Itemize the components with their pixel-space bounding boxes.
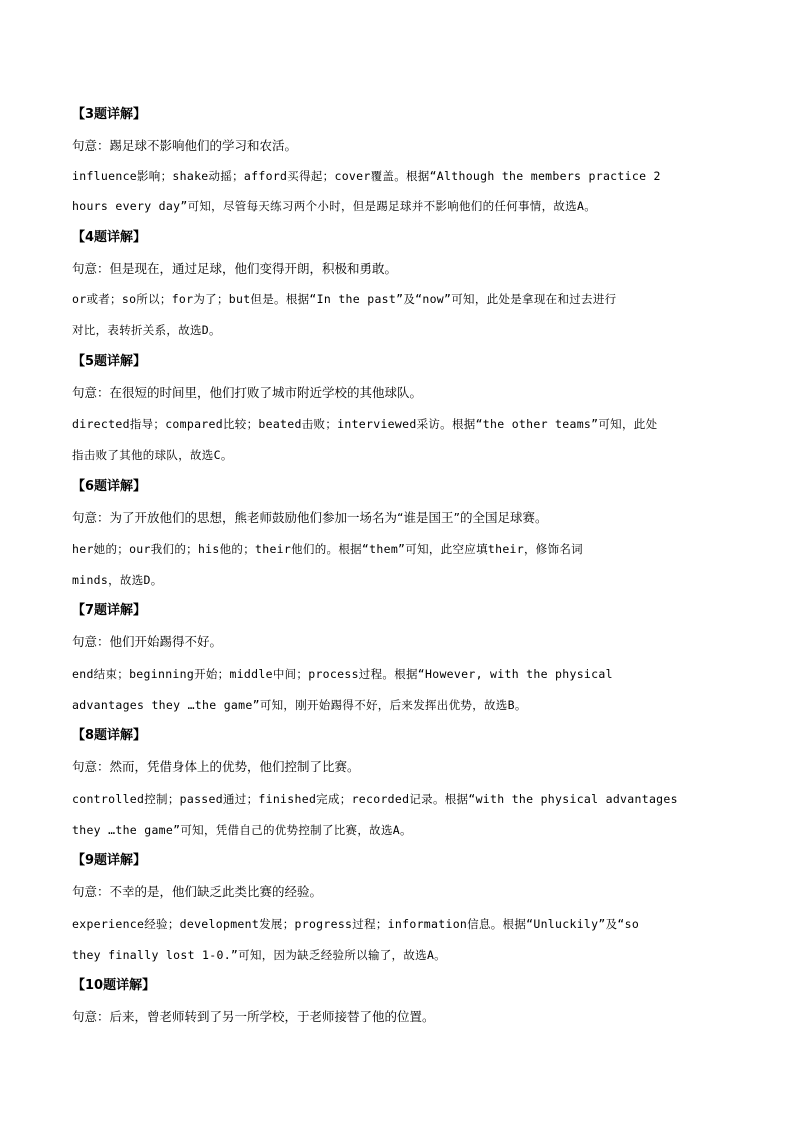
section-meaning-10: 句意：后来，曾老师转到了另一所学校，于老师接替了他的位置。 [72, 1009, 435, 1024]
section-heading-7: 【7题详解】 [72, 603, 147, 618]
section-meaning-4: 句意：但是现在，通过足球，他们变得开朗，积极和勇敢。 [72, 261, 398, 276]
section-analysis-8-line-1: controlled控制；passed通过；finished完成；recorded记录。根据“with the physical advantages [72, 792, 678, 806]
section-heading-10: 【10题详解】 [72, 978, 156, 993]
section-meaning-5: 句意：在很短的时间里，他们打败了城市附近学校的其他球队。 [72, 385, 423, 400]
section-analysis-5-line-1: directed指导；compared比较；beated击败；interviewed采访。根据“the other teams”可知，此处 [72, 417, 658, 431]
section-analysis-8-line-2: they …the game”可知，凭借自己的优势控制了比赛，故选A。 [72, 823, 412, 837]
section-meaning-6: 句意：为了开放他们的思想，熊老师鼓励他们参加一场名为“谁是国王”的全国足球赛。 [72, 510, 548, 525]
section-analysis-9-line-1: experience经验；development发展；progress过程；information信息。根据“Unluckily”及“so [72, 917, 640, 931]
section-heading-3: 【3题详解】 [72, 107, 147, 122]
section-analysis-5-line-2: 指击败了其他的球队，故选C。 [72, 448, 233, 462]
section-heading-4: 【4题详解】 [72, 230, 147, 245]
section-analysis-3-line-1: influence影响；shake动摇；afford买得起；cover覆盖。根据“Although the members practice 2 [72, 169, 661, 183]
section-analysis-6-line-1: her她的；our我们的；his他的；their他们的。根据“them”可知，此空应填their，修饰名词 [72, 542, 583, 556]
section-meaning-7: 句意：他们开始踢得不好。 [72, 634, 223, 649]
section-analysis-3-line-2: hours every day”可知，尽管每天练习两个小时，但是踢足球并不影响他们的任何事情，故选A。 [72, 199, 596, 213]
section-heading-8: 【8题详解】 [72, 728, 147, 743]
section-meaning-9: 句意：不幸的是，他们缺乏此类比赛的经验。 [72, 884, 323, 899]
section-heading-9: 【9题详解】 [72, 853, 147, 868]
section-analysis-4-line-1: or或者；so所以；for为了；but但是。根据“In the past”及“now”可知，此处是拿现在和过去进行 [72, 292, 617, 306]
section-heading-6: 【6题详解】 [72, 479, 147, 494]
section-analysis-4-line-2: 对比，表转折关系，故选D。 [72, 323, 221, 337]
section-heading-5: 【5题详解】 [72, 354, 147, 369]
section-analysis-9-line-2: they finally lost 1-0.”可知，因为缺乏经验所以输了，故选A。 [72, 948, 446, 962]
section-analysis-7-line-2: advantages they …the game”可知，刚开始踢得不好，后来发挥出优势，故选B。 [72, 698, 527, 712]
section-meaning-3: 句意：踢足球不影响他们的学习和农活。 [72, 138, 298, 153]
section-analysis-6-line-2: minds，故选D。 [72, 573, 163, 587]
section-meaning-8: 句意：然而，凭借身体上的优势，他们控制了比赛。 [72, 759, 360, 774]
section-analysis-7-line-1: end结束；beginning开始；middle中间；process过程。根据“However, with the physical [72, 667, 613, 681]
